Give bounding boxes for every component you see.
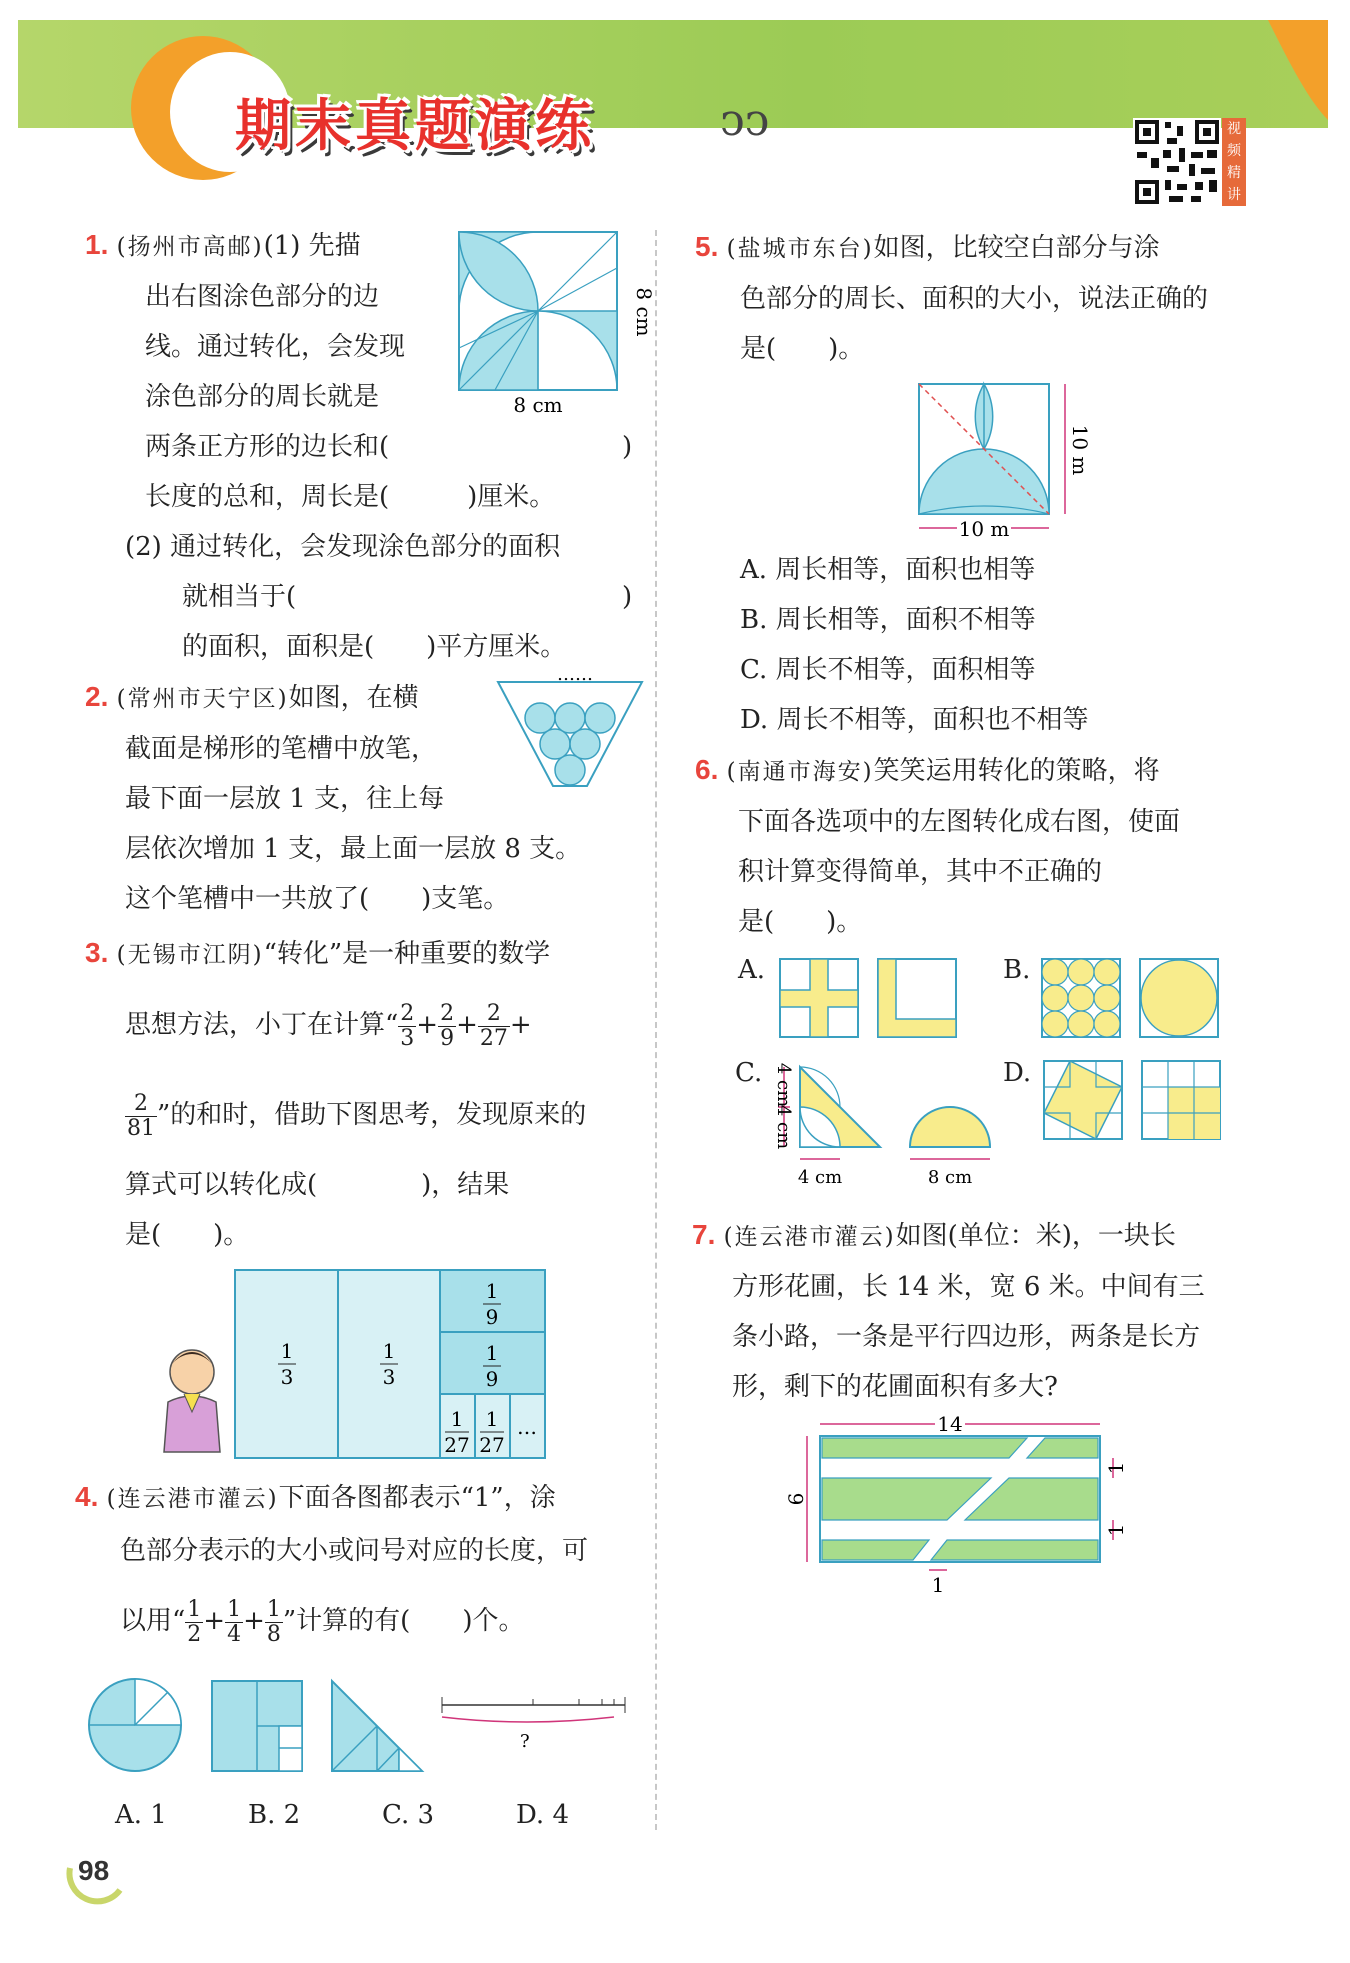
q1-line-2: 出右图涂色部分的边: [145, 282, 380, 312]
frac-1-4: $\frac{1}{4}$: [227, 1596, 242, 1647]
q7-number: 7.: [692, 1219, 716, 1250]
thinking-boy-illustration: [164, 1350, 220, 1452]
q1-line-3: 线。通过转化，会发现: [145, 332, 406, 362]
q2-source: (常州市天宁区): [116, 686, 289, 712]
q5-option-a[interactable]: A. 周长相等，面积也相等: [740, 555, 1036, 585]
q7-line-2: 方形花圃，长 14 米，宽 6 米。中间有三: [732, 1272, 1205, 1302]
svg-text:9: 9: [485, 1305, 499, 1329]
q6-line-1: 6. (南通市海安)笑笑运用转化的策略，将: [695, 754, 1160, 786]
q7-source: (连云港市灌云): [723, 1224, 896, 1250]
frac-2-9: $\frac{2}{9}$: [440, 1000, 455, 1051]
q4-option-c[interactable]: C. 3: [382, 1800, 435, 1830]
svg-text:1: 1: [485, 1341, 499, 1365]
q4-figure-circle: [89, 1679, 181, 1771]
q5-source: (盐城市东台): [726, 236, 874, 262]
q4-figures: [80, 1675, 640, 1785]
q4-line-1: 4. (连云港市灌云)下面各图都表示“1”，涂: [75, 1481, 556, 1513]
q2-pen-tray-figure: [495, 664, 645, 792]
q5-option-d[interactable]: D. 周长不相等，面积也不相等: [740, 705, 1089, 735]
q4-number: 4.: [75, 1481, 99, 1512]
frac-1-8: $\frac{1}{8}$: [266, 1596, 281, 1647]
q3-number: 3.: [85, 937, 109, 968]
q6-c-height-2: 4 cm: [773, 1104, 794, 1150]
q1-line-7: (2) 通过转化，会发现涂色部分的面积: [125, 532, 561, 562]
q6-option-a[interactable]: A.: [738, 955, 766, 985]
svg-text:3: 3: [280, 1365, 294, 1389]
q5-line-1: 5. (盐城市东台)如图，比较空白部分与涂: [695, 231, 1160, 263]
q7-road-width-1: 1: [1104, 1461, 1128, 1475]
q5-number: 5.: [695, 231, 719, 262]
q6-line-4: 是( )。: [738, 907, 863, 937]
q4-option-d[interactable]: D. 4: [516, 1800, 569, 1830]
q3-line-2: 思想方法，小丁在计算“ $\frac{2}{3}$ + $\frac{2}{9}$ + $\frac{2}{27}$ +: [125, 1000, 532, 1051]
q4-option-a[interactable]: A. 1: [115, 1800, 167, 1830]
q5-line-2: 色部分的周长、面积的大小，说法正确的: [740, 284, 1209, 314]
q3-source: (无锡市江阴): [116, 942, 264, 968]
q2-line-5: 这个笔槽中一共放了( )支笔。: [125, 884, 510, 914]
q4-figure-square: [212, 1681, 302, 1771]
title-swirl-icon: ↄↄ: [720, 95, 770, 146]
q1-line-8: 就相当于(: [182, 582, 297, 612]
q2-dots: ……: [557, 664, 593, 685]
q1-square-figure: [455, 228, 656, 418]
q6-c-width-2: 8 cm: [927, 1167, 973, 1188]
svg-text:1: 1: [280, 1339, 294, 1363]
q6-source: (南通市海安): [726, 759, 874, 785]
page-number: 98: [78, 1855, 110, 1886]
q1-line-9: 的面积，面积是( )平方厘米。: [182, 632, 567, 662]
q4-source: (连云港市灌云): [106, 1486, 279, 1512]
q3-line-5: 是( )。: [125, 1220, 250, 1250]
q6-d-figures: [1044, 1061, 1220, 1139]
q2-line-4: 层依次增加 1 支，最上面一层放 8 支。: [125, 834, 582, 864]
frac-2-81: $\frac{2}{81}$: [127, 1090, 155, 1141]
q7-road-width-3: 1: [931, 1573, 945, 1597]
q7-line-3: 条小路，一条是平行四边形，两条是长方: [732, 1322, 1201, 1352]
q2-line-3: 最下面一层放 1 支，往上每: [125, 784, 445, 814]
q3-fraction-diagram: [150, 1262, 550, 1462]
q2-line-2: 截面是梯形的笔槽中放笔，: [125, 734, 438, 764]
svg-text:27: 27: [444, 1433, 470, 1457]
q1-number: 1.: [85, 229, 109, 260]
q7-garden-figure: [784, 1412, 1155, 1597]
q6-number: 6.: [695, 754, 719, 785]
frac-2-3: $\frac{2}{3}$: [400, 1000, 415, 1051]
q1-line-4: 涂色部分的周长就是: [145, 382, 380, 412]
q2-number: 2.: [85, 681, 109, 712]
q6-option-c[interactable]: C.: [735, 1058, 763, 1088]
q4-question-mark: ?: [520, 1731, 530, 1752]
q1-width-label: 8 cm: [513, 393, 563, 417]
svg-text:27: 27: [479, 1433, 505, 1457]
q1-close-paren-2: ): [622, 582, 633, 612]
q6-a-figures: [780, 959, 956, 1037]
q5-option-b[interactable]: B. 周长相等，面积不相等: [740, 605, 1036, 635]
q4-figure-triangle: [332, 1681, 422, 1771]
q3-line-3: $\frac{2}{81}$ ”的和时，借助下图思考，发现原来的: [127, 1090, 587, 1141]
q5-line-3: 是( )。: [740, 334, 865, 364]
q1-side-label: 8 cm: [632, 287, 656, 337]
q6-line-3: 积计算变得简单，其中不正确的: [738, 857, 1103, 887]
column-divider: [655, 230, 657, 1830]
q6-c-width-1: 4 cm: [797, 1167, 843, 1188]
q4-figure-segment: [442, 1697, 625, 1752]
q1-line-1: 1. (扬州市高邮)(1) 先描: [85, 229, 361, 261]
q5-option-c[interactable]: C. 周长不相等，面积相等: [740, 655, 1036, 685]
q5-height-label: 10 m: [1068, 424, 1092, 476]
svg-text:9: 9: [485, 1367, 499, 1391]
svg-text:3: 3: [382, 1365, 396, 1389]
q4-line-3: 以用“ $\frac{1}{2}$ + $\frac{1}{4}$ + $\frac{1}{8}$ ”计算的有( )个。: [120, 1596, 525, 1647]
q1-line-5: 两条正方形的边长和(: [145, 432, 390, 462]
q7-length-label: 14: [937, 1412, 963, 1436]
svg-text:1: 1: [450, 1407, 464, 1431]
svg-text:1: 1: [485, 1407, 499, 1431]
q6-option-figures: [770, 955, 1250, 1195]
video-tag: 视 频 精 讲: [1222, 118, 1246, 206]
q2-line-1: 2. (常州市天宁区)如图，在横: [85, 681, 419, 713]
svg-text:…: …: [517, 1415, 537, 1439]
q1-source: (扬州市高邮): [116, 234, 264, 260]
q6-option-b[interactable]: B.: [1003, 955, 1031, 985]
frac-1-2: $\frac{1}{2}$: [187, 1596, 202, 1647]
q7-line-1: 7. (连云港市灌云)如图(单位：米)，一块长: [692, 1219, 1176, 1251]
q6-c-height-1: 4 cm: [773, 1062, 794, 1108]
q7-width-label: 6: [784, 1492, 808, 1506]
svg-text:1: 1: [382, 1339, 396, 1363]
q6-option-d[interactable]: D.: [1003, 1058, 1032, 1088]
q5-width-label: 10 m: [958, 517, 1010, 541]
q1-line-6: 长度的总和，周长是( )厘米。: [145, 482, 556, 512]
q3-line-1: 3. (无锡市江阴)“转化”是一种重要的数学: [85, 937, 551, 969]
q3-line-4: 算式可以转化成( )，结果: [125, 1170, 510, 1200]
q7-road-width-2: 1: [1104, 1523, 1128, 1537]
q1-close-paren-1: ): [622, 432, 633, 462]
header-banner: [18, 20, 1328, 155]
frac-2-27: $\frac{2}{27}$: [479, 1000, 508, 1051]
q6-b-figures: [1042, 959, 1218, 1037]
qr-code-icon[interactable]: [1133, 118, 1221, 206]
q7-line-4: 形，剩下的花圃面积有多大?: [732, 1372, 1058, 1402]
q6-line-2: 下面各选项中的左图转化成右图，使面: [738, 807, 1181, 837]
page-title: 期末真题演练: [235, 94, 595, 159]
q5-square-figure: [905, 378, 1092, 543]
q6-c-figures: [773, 1063, 990, 1188]
q4-line-2: 色部分表示的大小或问号对应的长度，可: [120, 1536, 589, 1566]
q4-option-b[interactable]: B. 2: [248, 1800, 301, 1830]
svg-text:1: 1: [485, 1279, 499, 1303]
